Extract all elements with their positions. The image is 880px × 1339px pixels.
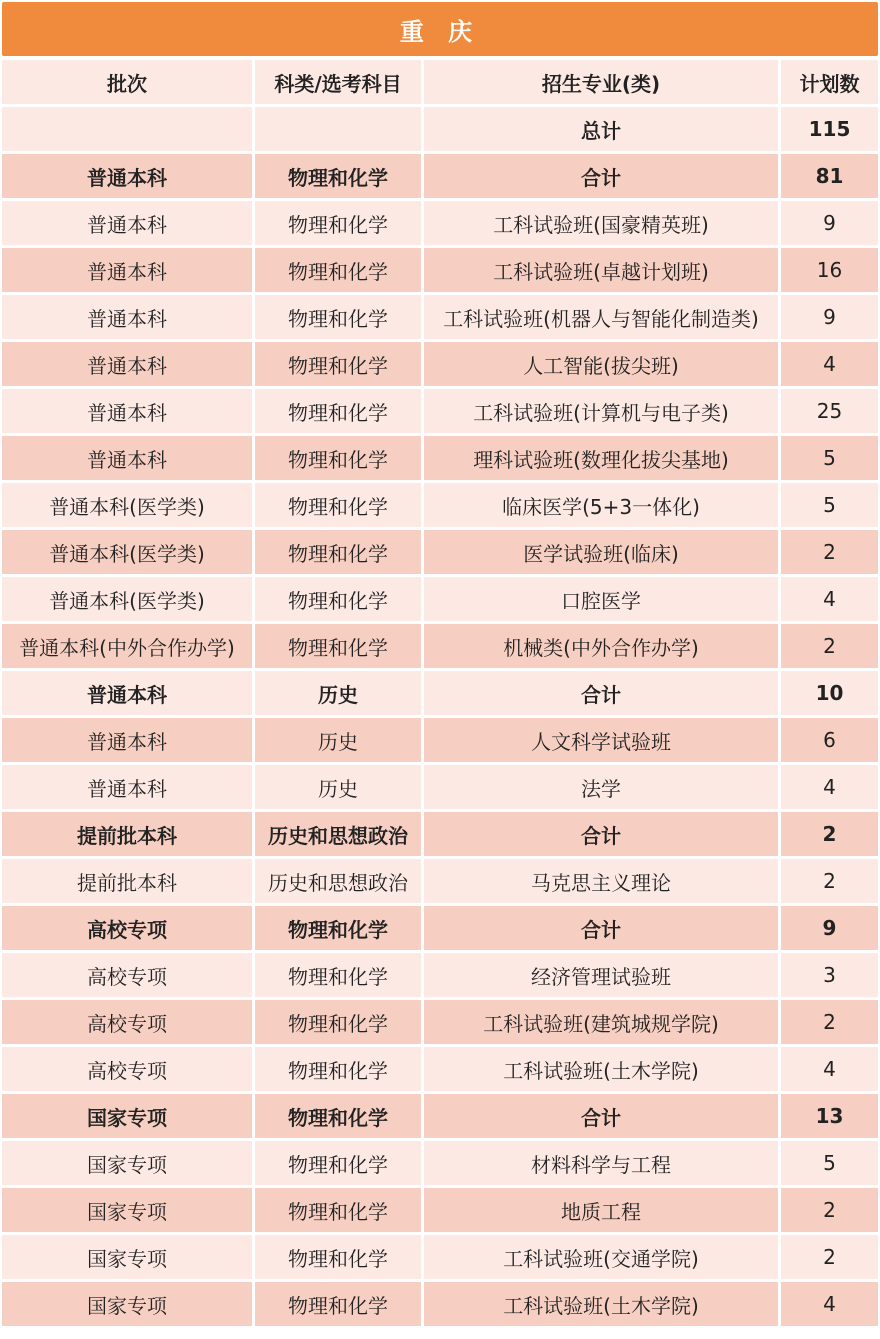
plan-count-cell: 2 xyxy=(781,1188,878,1232)
major-cell: 工科试验班(卓越计划班) xyxy=(424,248,781,292)
subject-cell: 物理和化学 xyxy=(255,577,424,621)
table-row xyxy=(2,483,878,527)
batch-cell: 普通本科 xyxy=(2,342,255,386)
plan-count-cell: 16 xyxy=(781,248,878,292)
plan-count-cell: 6 xyxy=(781,718,878,762)
table-row xyxy=(2,1047,878,1091)
subject-cell: 物理和化学 xyxy=(255,906,424,950)
subject-cell: 物理和化学 xyxy=(255,624,424,668)
major-cell: 临床医学(5+3一体化) xyxy=(424,483,781,527)
plan-count-cell: 115 xyxy=(781,107,878,151)
plan-count-cell: 2 xyxy=(781,859,878,903)
plan-count-cell: 2 xyxy=(781,624,878,668)
table-row xyxy=(2,906,878,950)
plan-count-cell: 4 xyxy=(781,577,878,621)
plan-count-cell: 5 xyxy=(781,1141,878,1185)
batch-cell: 高校专项 xyxy=(2,906,255,950)
subject-cell: 物理和化学 xyxy=(255,1094,424,1138)
subject-cell: 物理和化学 xyxy=(255,1141,424,1185)
table-row xyxy=(2,436,878,480)
table-row xyxy=(2,295,878,339)
major-cell: 法学 xyxy=(424,765,781,809)
table-row xyxy=(2,953,878,997)
plan-count-cell: 9 xyxy=(781,906,878,950)
plan-count-cell: 9 xyxy=(781,295,878,339)
admission-plan-sheet xyxy=(2,0,878,1329)
batch-cell: 国家专项 xyxy=(2,1188,255,1232)
plan-count-cell: 13 xyxy=(781,1094,878,1138)
major-cell: 材料科学与工程 xyxy=(424,1141,781,1185)
batch-cell: 普通本科 xyxy=(2,765,255,809)
plan-count-cell: 2 xyxy=(781,1235,878,1279)
plan-count-cell: 4 xyxy=(781,1282,878,1326)
table-row xyxy=(2,812,878,856)
batch-cell: 提前批本科 xyxy=(2,859,255,903)
subject-cell: 物理和化学 xyxy=(255,436,424,480)
subject-cell: 物理和化学 xyxy=(255,389,424,433)
header-major: 招生专业(类) xyxy=(424,60,781,104)
header-plan-count: 计划数 xyxy=(781,60,878,104)
major-cell: 地质工程 xyxy=(424,1188,781,1232)
subject-cell: 物理和化学 xyxy=(255,953,424,997)
plan-count-cell: 4 xyxy=(781,1047,878,1091)
table-header-row xyxy=(2,60,878,104)
major-cell: 合计 xyxy=(424,671,781,715)
plan-count-cell: 9 xyxy=(781,201,878,245)
subject-cell: 历史 xyxy=(255,671,424,715)
plan-table xyxy=(2,57,878,1329)
plan-count-cell: 2 xyxy=(781,530,878,574)
subject-cell: 物理和化学 xyxy=(255,342,424,386)
table-body xyxy=(2,107,878,1326)
major-cell: 工科试验班(建筑城规学院) xyxy=(424,1000,781,1044)
major-cell: 工科试验班(土木学院) xyxy=(424,1047,781,1091)
batch-cell: 普通本科 xyxy=(2,154,255,198)
subject-cell: 物理和化学 xyxy=(255,483,424,527)
table-row xyxy=(2,624,878,668)
table-row xyxy=(2,671,878,715)
plan-count-cell: 4 xyxy=(781,342,878,386)
batch-cell: 普通本科 xyxy=(2,718,255,762)
subject-cell xyxy=(255,107,424,151)
table-row xyxy=(2,765,878,809)
major-cell: 合计 xyxy=(424,154,781,198)
subject-cell: 物理和化学 xyxy=(255,1235,424,1279)
plan-count-cell: 25 xyxy=(781,389,878,433)
batch-cell: 普通本科 xyxy=(2,295,255,339)
batch-cell: 高校专项 xyxy=(2,1047,255,1091)
table-row xyxy=(2,530,878,574)
batch-cell: 高校专项 xyxy=(2,1000,255,1044)
batch-cell: 普通本科 xyxy=(2,436,255,480)
major-cell: 机械类(中外合作办学) xyxy=(424,624,781,668)
plan-count-cell: 2 xyxy=(781,1000,878,1044)
major-cell: 工科试验班(交通学院) xyxy=(424,1235,781,1279)
table-row xyxy=(2,1235,878,1279)
batch-cell: 提前批本科 xyxy=(2,812,255,856)
table-row xyxy=(2,718,878,762)
subject-cell: 物理和化学 xyxy=(255,248,424,292)
major-cell: 合计 xyxy=(424,1094,781,1138)
plan-count-cell: 5 xyxy=(781,483,878,527)
header-batch: 批次 xyxy=(2,60,255,104)
region-title: 重 庆 xyxy=(2,2,878,56)
plan-count-cell: 81 xyxy=(781,154,878,198)
major-cell: 合计 xyxy=(424,812,781,856)
batch-cell: 普通本科 xyxy=(2,201,255,245)
major-cell: 经济管理试验班 xyxy=(424,953,781,997)
table-row xyxy=(2,154,878,198)
batch-cell: 普通本科 xyxy=(2,389,255,433)
subject-cell: 历史和思想政治 xyxy=(255,859,424,903)
table-row xyxy=(2,577,878,621)
header-subject: 科类/选考科目 xyxy=(255,60,424,104)
subject-cell: 物理和化学 xyxy=(255,201,424,245)
batch-cell: 普通本科 xyxy=(2,248,255,292)
major-cell: 理科试验班(数理化拔尖基地) xyxy=(424,436,781,480)
subject-cell: 历史和思想政治 xyxy=(255,812,424,856)
subject-cell: 物理和化学 xyxy=(255,530,424,574)
plan-count-cell: 10 xyxy=(781,671,878,715)
table-row xyxy=(2,1282,878,1326)
table-row xyxy=(2,201,878,245)
major-cell: 工科试验班(计算机与电子类) xyxy=(424,389,781,433)
table-row xyxy=(2,1188,878,1232)
major-cell: 人工智能(拔尖班) xyxy=(424,342,781,386)
major-cell: 医学试验班(临床) xyxy=(424,530,781,574)
major-cell: 工科试验班(机器人与智能化制造类) xyxy=(424,295,781,339)
table-row xyxy=(2,248,878,292)
plan-count-cell: 2 xyxy=(781,812,878,856)
batch-cell: 普通本科(医学类) xyxy=(2,483,255,527)
subject-cell: 物理和化学 xyxy=(255,1282,424,1326)
major-cell: 口腔医学 xyxy=(424,577,781,621)
batch-cell: 国家专项 xyxy=(2,1235,255,1279)
plan-count-cell: 4 xyxy=(781,765,878,809)
subject-cell: 物理和化学 xyxy=(255,154,424,198)
table-row xyxy=(2,859,878,903)
subject-cell: 物理和化学 xyxy=(255,1000,424,1044)
batch-cell: 国家专项 xyxy=(2,1094,255,1138)
table-row xyxy=(2,1094,878,1138)
batch-cell xyxy=(2,107,255,151)
table-row xyxy=(2,389,878,433)
subject-cell: 物理和化学 xyxy=(255,1047,424,1091)
major-cell: 工科试验班(土木学院) xyxy=(424,1282,781,1326)
subject-cell: 物理和化学 xyxy=(255,1188,424,1232)
batch-cell: 国家专项 xyxy=(2,1141,255,1185)
batch-cell: 普通本科(医学类) xyxy=(2,577,255,621)
major-cell: 工科试验班(国豪精英班) xyxy=(424,201,781,245)
plan-count-cell: 5 xyxy=(781,436,878,480)
major-cell: 总计 xyxy=(424,107,781,151)
major-cell: 合计 xyxy=(424,906,781,950)
plan-count-cell: 3 xyxy=(781,953,878,997)
batch-cell: 普通本科(医学类) xyxy=(2,530,255,574)
major-cell: 马克思主义理论 xyxy=(424,859,781,903)
table-row xyxy=(2,107,878,151)
batch-cell: 普通本科 xyxy=(2,671,255,715)
subject-cell: 历史 xyxy=(255,718,424,762)
batch-cell: 普通本科(中外合作办学) xyxy=(2,624,255,668)
batch-cell: 国家专项 xyxy=(2,1282,255,1326)
table-row xyxy=(2,342,878,386)
table-row xyxy=(2,1000,878,1044)
major-cell: 人文科学试验班 xyxy=(424,718,781,762)
subject-cell: 历史 xyxy=(255,765,424,809)
subject-cell: 物理和化学 xyxy=(255,295,424,339)
batch-cell: 高校专项 xyxy=(2,953,255,997)
table-row xyxy=(2,1141,878,1185)
